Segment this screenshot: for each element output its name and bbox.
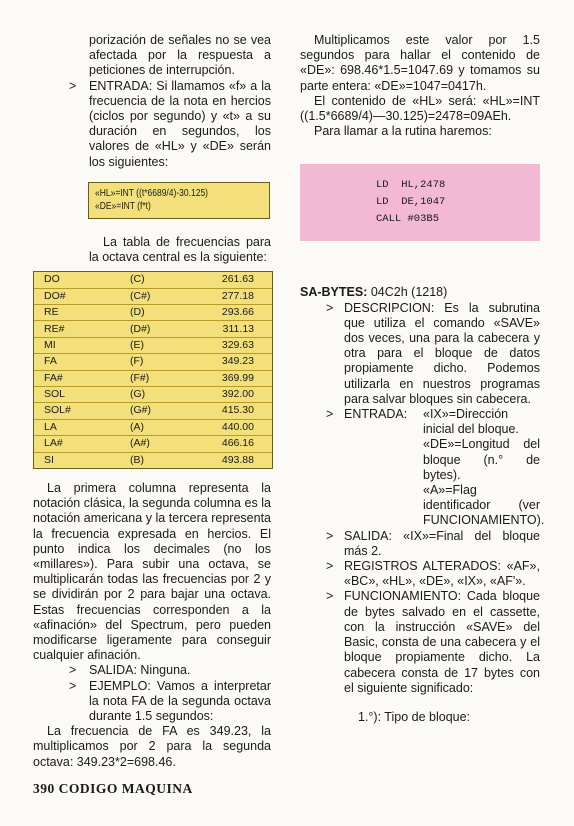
note-classic: SOL# xyxy=(34,403,126,419)
frequency-table xyxy=(33,271,273,469)
formula-line: «HL»=INT ((t*6689/4)-30.125) xyxy=(95,187,209,199)
table-row xyxy=(34,288,272,304)
note-american: (E) xyxy=(126,337,212,353)
ejemplo-text: EJEMPLO: Vamos a interpretar la nota FA de la segunda octava durante 1.5 segundos: xyxy=(89,678,271,723)
paragraph-columnas: La primera columna representa la notación clásica, la segunda columna es la notación americana y la tercera representa la frecuencia expresada en hercios. El punto indica los decimales (no los «millares»). Para subir una octava, se multiplicarán todas las frecuencias por 2 y se dividirán por 2 para bajar una octava. Estas frecuencias corresponden a la «afinación» del Spectrum, pero pueden modificarse ligeramente para conseguir cualquier afinación. xyxy=(33,480,271,663)
code-line: LD DE,1047 xyxy=(376,196,446,209)
paragraph-llamar: Para llamar a la rutina haremos: xyxy=(314,124,492,139)
note-american: (F#) xyxy=(126,370,212,386)
note-american: (A) xyxy=(126,419,212,435)
note-american: (B) xyxy=(130,453,144,466)
left-column xyxy=(33,33,271,770)
note-classic: DO xyxy=(34,272,126,288)
note-american: (D) xyxy=(126,305,212,321)
entrada-value: «DE»=Longitud del bloque (n.° de bytes). xyxy=(423,437,540,482)
arrow-icon: > xyxy=(326,589,334,604)
entrada-values xyxy=(344,407,545,529)
descripcion-item xyxy=(300,301,540,407)
table-row xyxy=(34,452,272,468)
funcionamiento-item xyxy=(300,589,540,695)
note-american: (C#) xyxy=(126,288,212,304)
formula-box xyxy=(88,182,270,219)
entrada-text: ENTRADA: Si llamamos «f» a la frecuencia de la nota en hercios (ciclos por segundo) y «t» a su duración en segundos, los valores de «HL» y «DE» serán los siguientes: xyxy=(89,78,271,169)
section-title-address: 04C2h (1218) xyxy=(367,285,448,300)
arrow-icon: > xyxy=(69,78,77,93)
note-frequency: 329.63 xyxy=(212,337,272,353)
note-american: (F) xyxy=(126,354,212,370)
note-classic: LA xyxy=(34,419,126,435)
table-row xyxy=(34,436,272,452)
entrada-value: «A»=Flag identificador (ver FUNCIONAMIENTO). xyxy=(423,483,545,528)
table-row xyxy=(34,419,272,435)
section-title xyxy=(300,285,540,300)
arrow-icon: > xyxy=(69,663,77,678)
arrow-icon: > xyxy=(326,300,334,315)
paragraph-interrupt: porización de señales no se vea afectada por la respuesta a peticiones de interrupción. xyxy=(89,33,271,78)
salida-text: SALIDA: Ninguna. xyxy=(89,663,191,678)
note-classic: MI xyxy=(34,337,126,353)
paragraph-fa: La frecuencia de FA es 349.23, la multiplicamos por 2 para la segunda octava: 349.23*2=698.46. xyxy=(33,724,271,769)
paragraph-multiplicamos: Multiplicamos este valor por 1.5 segundos para hallar el contenido de «DE»: 698.46*1.5=1047.69 y tomamos su parte entera: «DE»=1047=0417h. xyxy=(300,33,540,93)
note-classic: SI xyxy=(44,453,54,466)
salida-item xyxy=(33,663,271,678)
entrada-label: ENTRADA: xyxy=(344,407,408,422)
tipo-bloque: 1.°): Tipo de bloque: xyxy=(358,709,471,724)
entrada-item xyxy=(300,407,545,529)
note-classic: RE# xyxy=(34,321,126,337)
table-row xyxy=(34,305,272,321)
table-row xyxy=(34,370,272,386)
entrada-value: «IX»=Dirección inicial del bloque. xyxy=(423,407,519,437)
note-classic: SOL xyxy=(34,386,126,402)
table-row xyxy=(34,337,272,353)
code-block xyxy=(376,177,445,228)
note-classic: RE xyxy=(34,305,126,321)
note-frequency: 466.16 xyxy=(212,436,272,452)
note-frequency: 293.66 xyxy=(212,305,272,321)
formula-line: «DE»=INT (f*t) xyxy=(95,201,151,213)
note-american: (C) xyxy=(126,272,212,288)
note-frequency: 261.63 xyxy=(212,272,272,288)
code-line: CALL #03B5 xyxy=(376,213,440,226)
right-column xyxy=(300,33,545,725)
note-american: (A#) xyxy=(126,436,212,452)
section-title-bold: SA-BYTES: xyxy=(300,285,368,300)
note-frequency: 349.23 xyxy=(212,354,272,370)
note-frequency: 311.13 xyxy=(212,321,272,337)
note-frequency: 369.99 xyxy=(212,370,272,386)
table-row xyxy=(34,403,272,419)
note-classic: DO# xyxy=(34,288,126,304)
salida-item xyxy=(300,529,540,559)
paragraph-hl: El contenido de «HL» será: «HL»=INT ((1.5*6689/4)—30.125)=2478=09AEh. xyxy=(300,93,540,124)
table-row xyxy=(34,272,272,288)
registros-text: REGISTROS ALTERADOS: «AF», «BC», «HL», «DE», «IX», «AF'». xyxy=(344,559,540,589)
note-classic: FA# xyxy=(34,370,126,386)
note-frequency: 277.18 xyxy=(212,288,272,304)
ejemplo-item xyxy=(33,679,271,725)
table-row xyxy=(34,321,272,337)
note-frequency: 440.00 xyxy=(212,419,272,435)
paragraph-tabla: La tabla de frecuencias para la octava central es la siguiente: xyxy=(89,234,271,265)
arrow-icon: > xyxy=(326,407,334,422)
salida-text: SALIDA: «IX»=Final del bloque más 2. xyxy=(344,528,540,558)
code-listing xyxy=(300,164,540,241)
entrada-item xyxy=(33,79,271,170)
note-frequency: 392.00 xyxy=(212,386,272,402)
table-row xyxy=(34,386,272,402)
arrow-icon: > xyxy=(326,559,334,574)
note-classic: LA# xyxy=(34,436,126,452)
note-american: (G) xyxy=(126,386,212,402)
note-american: (G#) xyxy=(126,403,212,419)
page-footer: 390 CODIGO MAQUINA xyxy=(33,781,193,796)
note-classic: FA xyxy=(34,354,126,370)
note-frequency: 415.30 xyxy=(212,403,272,419)
arrow-icon: > xyxy=(326,528,334,543)
registros-item xyxy=(300,559,540,589)
note-american: (D#) xyxy=(126,321,212,337)
table-row xyxy=(34,354,272,370)
funcionamiento-text: FUNCIONAMIENTO: Cada bloque de bytes salvado en el cassette, con la instrucción «SAVE» del Basic, consta de una cabecera y el bloque propiamente dicho. La cabecera consta de 17 bytes con el siguiente significado: xyxy=(344,589,540,695)
code-line: LD HL,2478 xyxy=(376,179,446,192)
descripcion-text: DESCRIPCION: Es la subrutina que utiliza el comando «SAVE» dos veces, una para la cabecera y otra para el bloque de datos propiamente dicho. Podemos utilizarla en nuestros programas para salvar bloques sin cabecera. xyxy=(344,300,540,406)
arrow-icon: > xyxy=(69,678,77,693)
note-frequency: 493.88 xyxy=(221,453,254,466)
